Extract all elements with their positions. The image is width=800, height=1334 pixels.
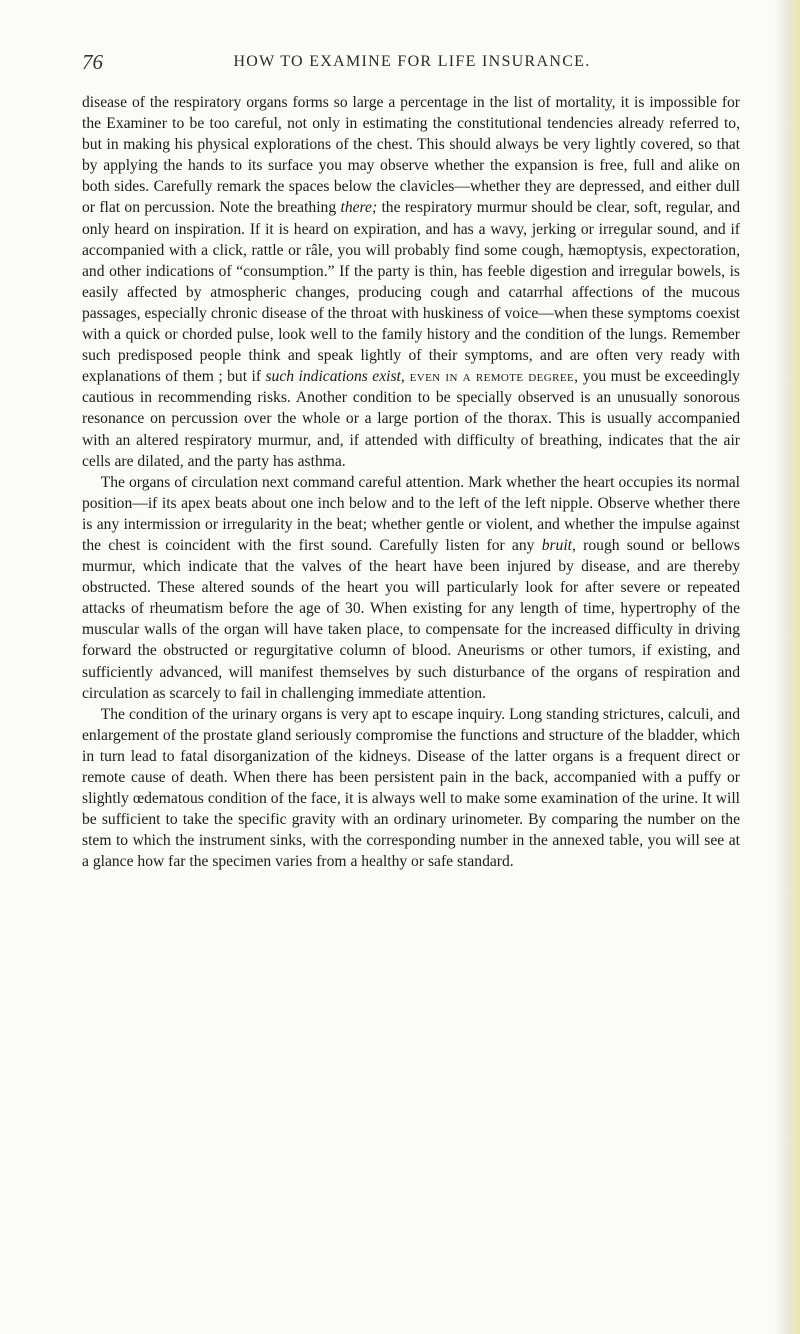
text-run: rough sound or bellows murmur, which indicate that the valves of the heart have been injured by disease, and are thereby obstructed. These altered sounds of the heart you will particularly look for after severe or repeated attacks of rheumatism before the age of 30. When existing for any length of time, hypertrophy of the muscular walls of the organ will have taken place, to compensate for the increased difficulty in driving forward the obstructed or regurgitative column of blood. Aneurisms or other tumors, if existing, and sufficiently advanced, will manifest themselves by such disturbance of the organs of respiration and circulation as scarcely to fail in challenging immediate attention. bbox=[82, 536, 740, 702]
running-title: HOW TO EXAMINE FOR LIFE INSURANCE. bbox=[233, 53, 591, 70]
body-text bbox=[82, 92, 740, 872]
text-run: the respiratory murmur should be clear, soft, regular, and only heard on inspiration. If it is heard on expiration, and has a wavy, jerking or irregular sound, and if accompanied with a click, rattle or râle, you will probably find some cough, hæmoptysis, expectoration, and other indications of “consumption.” If the party is thin, has feeble digestion and irregular bowels, is easily affected by atmospheric changes, producing cough and catarrhal affections of the mucous passages, especially chronic disease of the throat with huskiness of voice—when these symptoms coexist with a quick or chorded pulse, look well to the family history and the condition of the lungs. Remember such predisposed people think and speak lightly of their symptoms, and are often very ready with explanations of them ; but if bbox=[82, 199, 740, 386]
paragraph-respiratory bbox=[82, 92, 740, 472]
page-header bbox=[82, 50, 742, 78]
paragraph-urinary bbox=[82, 704, 740, 873]
text-run: you must be exceedingly cautious in recommending risks. Another condition to be specially observed is an unusually sonorous resonance on percussion over the whole or a large portion of the thorax. This is usually accompanied with an altered respiratory murmur, and, if attended with difficulty of breathing, indicates that the air cells are dilated, and the party has asthma. bbox=[82, 368, 740, 470]
italic-run: there; bbox=[340, 199, 378, 217]
italic-run: such indications exist, bbox=[265, 368, 405, 386]
text-run: The organs of circulation next command careful attention. Mark whether the heart occupies its normal position—if its apex beats about one inch below and to the left of the left nipple. Observe whether there is any intermission or irregularity in the beat; whether gentle or violent, and whether the impulse against the chest is coincident with the first sound. Carefully listen for any bbox=[82, 473, 740, 554]
text-run: disease of the respiratory organs forms so large a percentage in the list of mortality, it is impossible for the Examiner to be too careful, not only in estimating the constitutional tendencies already referred to, but in making his physical explorations of the chest. This should always be very lightly covered, so that by applying the hands to its surface you may observe whether the expansion is free, full and alike on both sides. Carefully remark the spaces below the clavicles—whether they are depressed, and either dull or flat on percussion. Note the breathing bbox=[82, 94, 740, 217]
text-run: The condition of the urinary organs is very apt to escape inquiry. Long standing strictures, calculi, and enlargement of the prostate gland seriously compromise the functions and structure of the bladder, which in turn lead to fatal disorganization of the kidneys. Disease of the latter organs is a frequent direct or remote cause of death. When there has been persistent pain in the back, accompanied with a puffy or slightly œdematous condition of the face, it is always well to make some examination of the urine. It will be sufficient to take the specific gravity with an ordinary urinometer. By comparing the number on the stem to which the instrument sinks, with the corresponding number in the annexed table, you will see at a glance how far the specimen varies from a healthy or safe standard. bbox=[82, 705, 740, 871]
page-number: 76 bbox=[82, 50, 103, 74]
page-edge-shadow bbox=[774, 0, 800, 1334]
paragraph-circulation bbox=[82, 472, 740, 704]
small-caps-run: even in a remote degree, bbox=[404, 368, 579, 386]
italic-run: bruit, bbox=[541, 536, 576, 554]
